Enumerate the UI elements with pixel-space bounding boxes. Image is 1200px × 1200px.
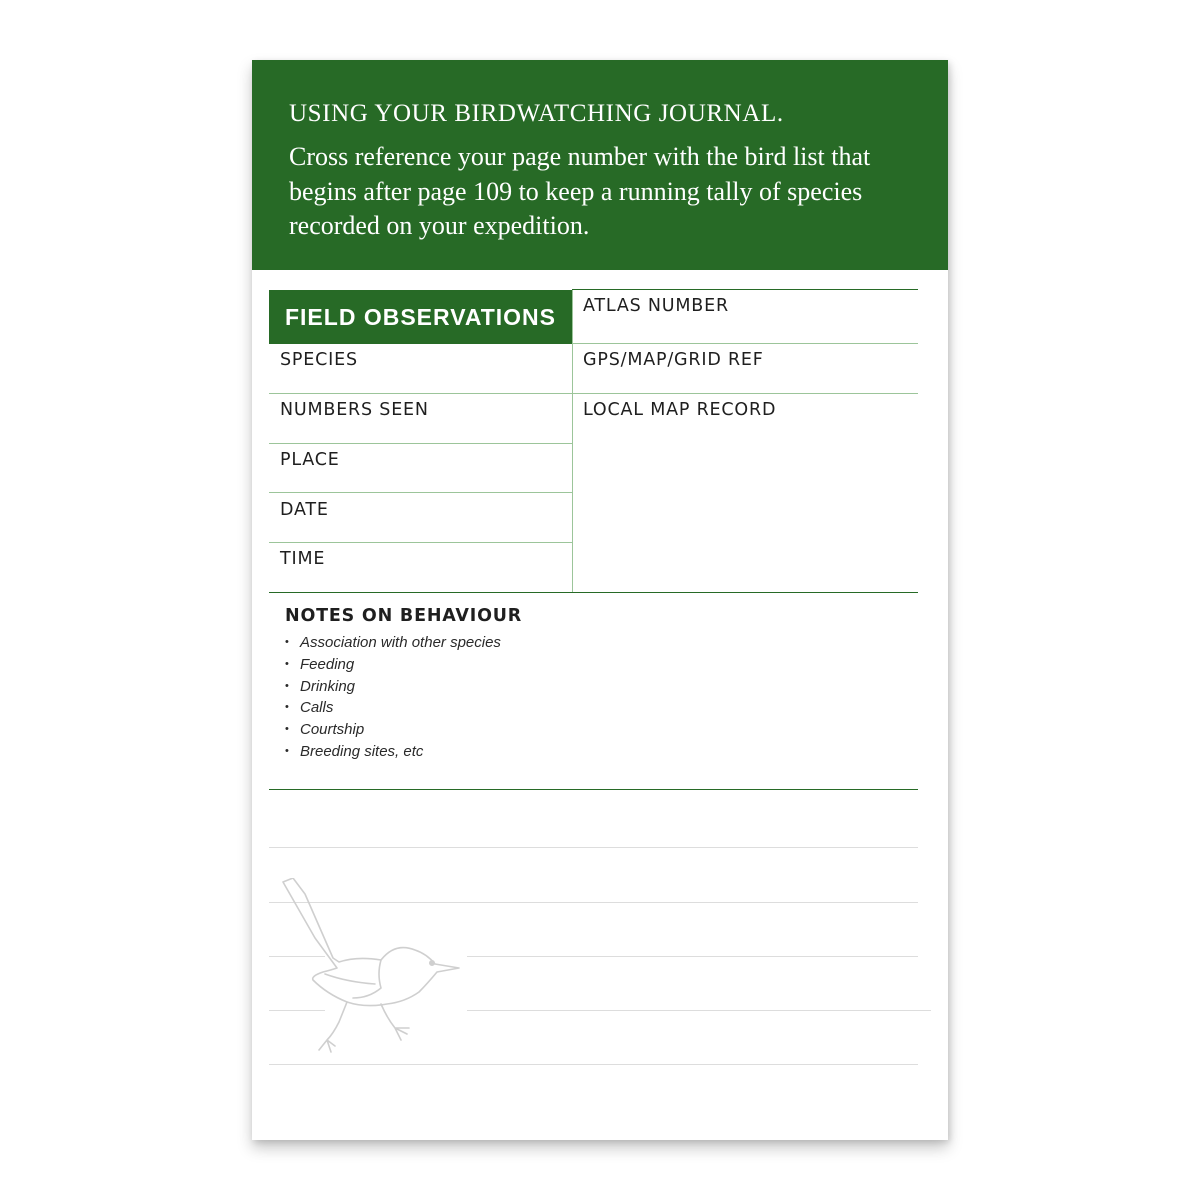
date-label: DATE: [280, 500, 329, 520]
left-row-rule: [269, 443, 572, 444]
banner-text: Cross reference your page number with the bird list that begins after page 109 to keep a running tally of species recorded on your expedition.: [289, 142, 871, 240]
notes-bottom-rule: [269, 789, 918, 790]
species-label: SPECIES: [280, 350, 358, 370]
field-observations-heading: FIELD OBSERVATIONS: [269, 290, 572, 344]
notes-item: • Breeding sites, etc: [285, 741, 501, 763]
gps-map-grid-ref-label: GPS/MAP/GRID REF: [583, 350, 764, 370]
instructions-banner: [252, 60, 948, 270]
left-row-rule: [269, 492, 572, 493]
time-label: TIME: [280, 549, 326, 569]
left-row-rule: [269, 393, 572, 394]
notes-item: • Feeding: [285, 654, 501, 676]
numbers-seen-label: NUMBERS SEEN: [280, 400, 429, 420]
notes-item: • Drinking: [285, 676, 501, 698]
notes-list: [285, 632, 501, 763]
banner-title: USING YOUR BIRDWATCHING JOURNAL.: [289, 100, 784, 127]
left-row-rule: [269, 542, 572, 543]
form-column-divider: [572, 290, 573, 592]
form-top-rule: [572, 289, 918, 290]
form-bottom-rule: [269, 592, 918, 593]
notes-item: • Courtship: [285, 719, 501, 741]
local-map-record-label: LOCAL MAP RECORD: [583, 400, 777, 420]
journal-page: [252, 60, 948, 1140]
place-label: PLACE: [280, 450, 340, 470]
bird-outline-icon: [269, 878, 469, 1068]
writing-line: [269, 847, 918, 848]
atlas-number-label: ATLAS NUMBER: [583, 296, 729, 316]
notes-title: NOTES ON BEHAVIOUR: [285, 606, 523, 626]
right-row-rule: [572, 393, 918, 394]
right-row-rule: [572, 343, 918, 344]
notes-item: • Calls: [285, 697, 501, 719]
notes-item: • Association with other species: [285, 632, 501, 654]
